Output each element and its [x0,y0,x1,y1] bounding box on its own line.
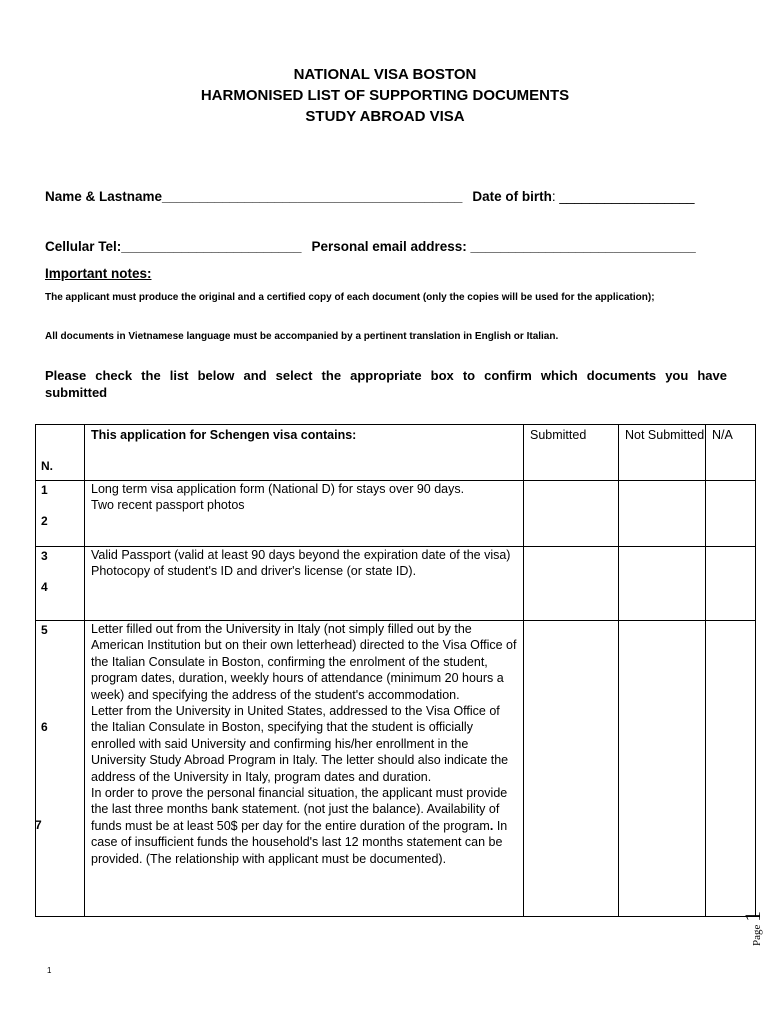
number-column-header: N. [41,458,53,473]
table-header-row [36,425,756,481]
note-translation: All documents in Vietnamese language must be accompanied by a pertinent translation in English or Italian. [45,331,559,342]
doc-title-line1: NATIONAL VISA BOSTON [293,66,477,83]
doc-title-line2: HARMONISED LIST OF SUPPORTING DOCUMENTS [200,87,570,104]
dob-label: Date of birth [472,189,552,204]
row-number: 3 [41,549,48,563]
important-notes-heading: Important notes: [45,266,152,281]
na-checkbox[interactable] [706,621,756,917]
document-description: Two recent passport photos [91,498,245,513]
dob-field[interactable]: : __________________ [551,189,695,204]
row-number: 2 [41,514,48,529]
page-number: 1 [740,910,765,922]
row-number: 5 [41,623,48,637]
table-row [36,621,756,917]
instruction-text: Please check the list below and select the appropriate box to confirm which documents you have submitted [45,368,727,400]
not-submitted-column-header: Not Submitted [619,425,706,481]
document-description: Photocopy of student's ID and driver's license (or state ID). [91,564,417,579]
not-submitted-checkbox[interactable] [619,621,706,917]
doc-title-line3: STUDY ABROAD VISA [305,108,465,125]
documents-checklist-table [35,424,756,917]
submitted-checkbox[interactable] [524,621,619,917]
name-lastname-field[interactable]: Name & Lastname________________________________________ [45,189,463,204]
document-description: In order to prove the personal financial situation, the applicant must provide the last three months bank statement. (not just the balance). Availability of funds must be at least 50$ per day for the entire duration of the program. In case of insufficient funds the household's last 12 months statement can be provided. (The relationship with applicant must be documented). [91,786,508,866]
page-word: Page [751,921,763,946]
contents-column-header: This application for Schengen visa contains: [91,428,357,442]
document-description: Letter from the University in United States, addressed to the Visa Office of the Italian Consulate in Boston, specifying that the student is officially enrolled with said University and confirming his/her enrollment in the University Study Abroad Program in Italy. The letter should also indicate the address of the University in Italy, program dates and duration. [91,704,509,784]
table-row [36,547,756,621]
na-column-header: N/A [706,425,756,481]
submitted-checkbox[interactable] [524,481,619,547]
tel-email-line [45,239,696,254]
document-description: Long term visa application form (National D) for stays over 90 days. [91,482,465,496]
row-number: 7 [35,818,42,832]
row-number: 1 [41,483,48,497]
document-description: Letter filled out from the University in Italy (not simply filled out by the American Institution but on their own letterhead) directed to the Visa Office of the Italian Consulate in Boston, confirming the enrolment of the student, program dates, duration, weekly hours of attendance (minimum 20 hours a week) and specifying the address of the student's accommodation. [91,622,517,702]
page-number-label [740,911,766,946]
not-submitted-checkbox[interactable] [619,547,706,621]
row-number: 6 [41,720,48,734]
na-checkbox[interactable] [706,547,756,621]
name-dob-line [45,189,695,204]
submitted-checkbox[interactable] [524,547,619,621]
table-row [36,481,756,547]
not-submitted-checkbox[interactable] [619,481,706,547]
na-checkbox[interactable] [706,481,756,547]
row-number: 4 [41,580,48,595]
footer-mark: 1 [47,966,52,975]
personal-email-field[interactable]: Personal email address: ______________________________ [311,239,696,254]
cellular-tel-field[interactable]: Cellular Tel:________________________ [45,239,302,254]
note-original-copy: The applicant must produce the original and a certified copy of each document (only the copies will be used for the application); [45,292,655,303]
document-description: Valid Passport (valid at least 90 days beyond the expiration date of the visa) [91,548,511,562]
submitted-column-header: Submitted [524,425,619,481]
